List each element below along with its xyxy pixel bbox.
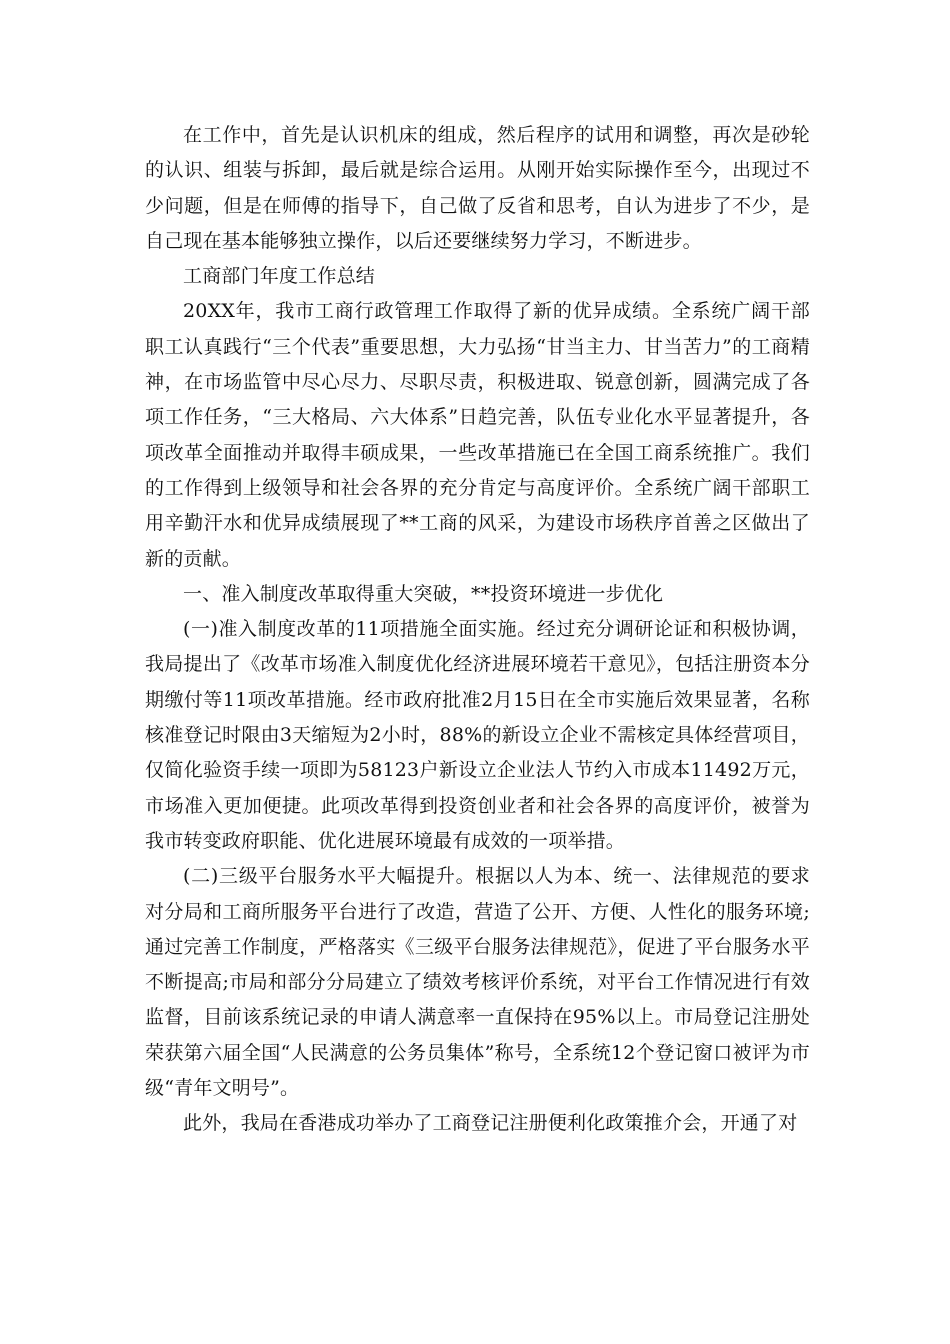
paragraph-section-1-1: (一)准入制度改革的11项措施全面实施。经过充分调研论证和积极协调，我局提出了《改革市场准入制度优化经济进展环境若干意见》，包括注册资本分期缴付等11项改革措施。经市政府批准2月15日在全市实施后效果显著，名称核准登记时限由3天缩短为2小时，88%的新设立企业不需核定具体经营项目，仅简化验资手续一项即为58123户新设立企业法人节约入市成本11492万元，市场准入更加便捷。此项改革得到投资创业者和社会各界的高度评价，被誉为我市转变政府职能、优化进展环境最有成效的一项举措。 [145,618,810,852]
document-title: 工商部门年度工作总结 [183,265,376,288]
paragraph-annual-summary: 20XX年，我市工商行政管理工作取得了新的优异成绩。全系统广阔干部职工认真践行“三个代表”重要思想，大力弘扬“甘当主力、甘当苦力”的工商精神，在市场监管中尽心尽力、尽职尽责，积极进取、锐意创新，圆满完成了各项工作任务，“三大格局、六大体系”日趋完善，队伍专业化水平显著提升，各项改革全面推动并取得丰硕成果，一些改革措施已在全国工商系统推广。我们的工作得到上级领导和社会各界的充分肯定与高度评价。全系统广阔干部职工用辛勤汗水和优异成绩展现了**工商的风采，为建设市场秩序首善之区做出了新的贡献。 [145,300,810,570]
section-heading-1: 一、准入制度改革取得重大突破，**投资环境进一步优化 [183,582,664,605]
paragraph-section-1-2: (二)三级平台服务水平大幅提升。根据以人为本、统一、法律规范的要求对分局和工商所服务平台进行了改造，营造了公开、方便、人性化的服务环境;通过完善工作制度，严格落实《三级平台服务法律规范》，促进了平台服务水平不断提高;市局和部分分局建立了绩效考核评价系统，对平台工作情况进行有效监督，目前该系统记录的申请人满意率一直保持在95%以上。市局登记注册处荣获第六届全国“人民满意的公务员集体”称号，全系统12个登记窗口被评为市级“青年文明号”。 [145,865,810,1100]
paragraph-additional: 此外，我局在香港成功举办了工商登记注册便利化政策推介会，开通了对 [183,1112,798,1135]
document-body [145,118,810,1142]
paragraph-work-intro: 在工作中，首先是认识机床的组成，然后程序的试用和调整，再次是砂轮的认识、组装与拆卸，最后就是综合运用。从刚开始实际操作至今，出现过不少问题，但是在师傅的指导下，自己做了反省和思考，自认为进步了不少，是自己现在基本能够独立操作，以后还要继续努力学习，不断进步。 [145,124,810,252]
